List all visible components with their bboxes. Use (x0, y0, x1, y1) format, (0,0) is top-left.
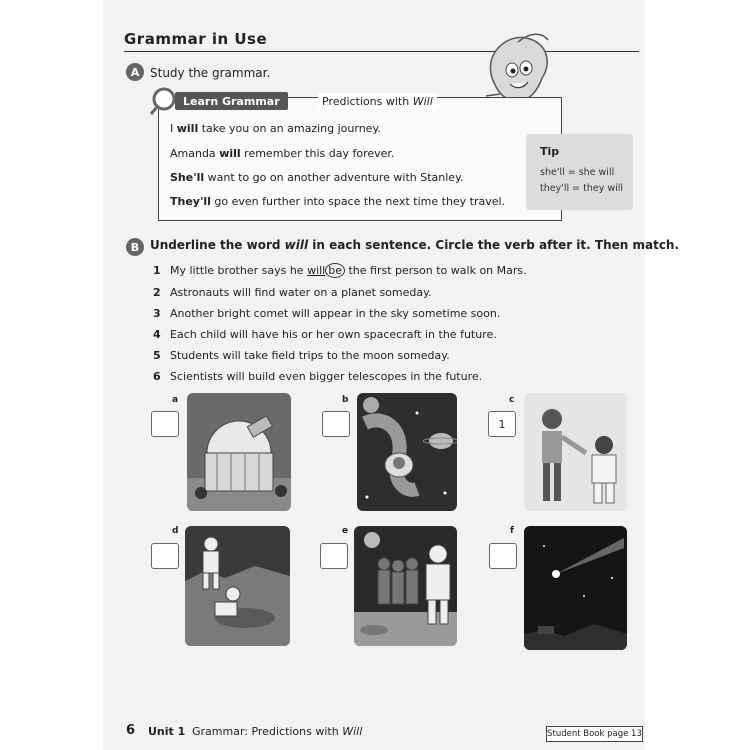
sentence-5: Students will take field trips to the moon someday. (170, 349, 450, 362)
footer-topic: Grammar: Predictions with Will (192, 725, 363, 738)
subtitle-italic: Will (412, 94, 433, 108)
picture-letter: a (172, 395, 179, 405)
answer-box-f[interactable] (489, 543, 517, 569)
learn-grammar-tab: Learn Grammar (175, 92, 288, 110)
grammar-example-3: She'll want to go on another adventure with Stanley. (170, 171, 464, 184)
sentence-4: Each child will have his or her own spacecraft in the future. (170, 328, 497, 341)
sentence-number: 1 (153, 264, 161, 277)
page-title: Grammar in Use (124, 30, 268, 48)
tip-line: they'll = they will (540, 183, 624, 194)
title-rule (124, 51, 639, 52)
subtitle-text: Predictions with (322, 94, 410, 108)
students-on-moon-picture (354, 526, 457, 646)
answer-box-d[interactable] (151, 543, 179, 569)
answer-box-b[interactable] (322, 411, 350, 437)
comet-picture (524, 526, 627, 650)
section-a-badge: A (126, 63, 144, 81)
boy-in-spacesuit-picture (524, 393, 627, 511)
picture-letter: b (342, 395, 349, 405)
grammar-example-2: Amanda will remember this day forever. (170, 147, 395, 160)
sentence-number: 6 (153, 370, 161, 383)
sentence-6: Scientists will build even bigger telescopes in the future. (170, 370, 483, 383)
answer-box-c[interactable]: 1 (488, 411, 516, 437)
astronauts-on-mars-picture (185, 526, 290, 646)
grammar-example-4: They'll go even further into space the next time they travel. (170, 195, 506, 208)
section-a-instruction: Study the grammar. (150, 66, 271, 80)
picture-letter: e (342, 526, 349, 536)
student-book-page-reference: Student Book page 13 (546, 726, 643, 742)
sentence-number: 5 (153, 349, 161, 362)
observatory-picture (187, 393, 291, 511)
answer-box-e[interactable] (320, 543, 348, 569)
learn-grammar-subtitle (318, 93, 437, 109)
sentence-number: 2 (153, 286, 161, 299)
unit-label: Unit 1 (148, 725, 186, 738)
spacecraft-picture (357, 393, 457, 511)
sentence-3: Another bright comet will appear in the sky sometime soon. (170, 307, 501, 320)
answer-box-a[interactable] (151, 411, 179, 437)
section-b-instruction: Underline the word will in each sentence. Circle the verb after it. Then match. (150, 238, 680, 252)
tip-title: Tip (540, 145, 560, 158)
picture-letter: d (172, 526, 179, 536)
sentence-1: My little brother says he will be the first person to walk on Mars. (170, 264, 527, 277)
picture-letter: c (509, 395, 515, 405)
grammar-example-1: I will take you on an amazing journey. (170, 122, 381, 135)
section-b-badge: B (126, 238, 144, 256)
tip-line: she'll = she will (540, 167, 615, 178)
sentence-number: 3 (153, 307, 161, 320)
sentence-number: 4 (153, 328, 161, 341)
picture-letter: f (510, 526, 514, 536)
circled-verb: be (325, 263, 345, 278)
sentence-2: Astronauts will find water on a planet someday. (170, 286, 432, 299)
underlined-will: will (307, 264, 326, 277)
page-number: 6 (126, 723, 136, 738)
